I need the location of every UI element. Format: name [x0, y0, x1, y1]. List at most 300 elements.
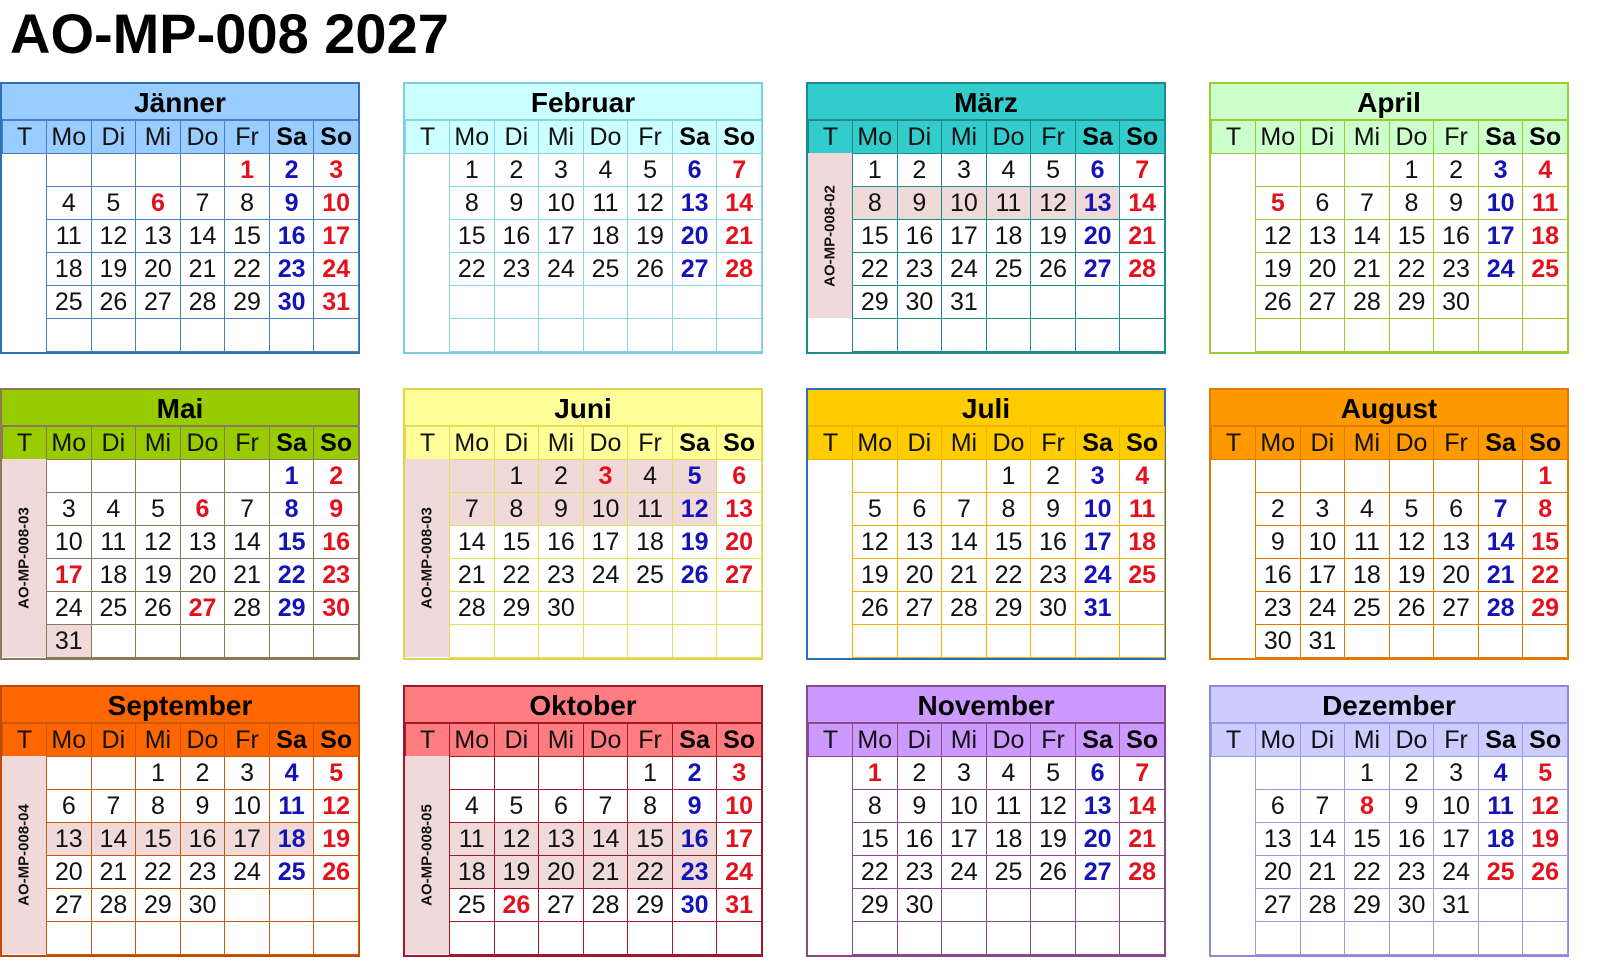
day-cell: 15	[136, 823, 181, 856]
day-cell: 11	[450, 823, 495, 856]
week-cell	[1212, 286, 1256, 319]
day-cell	[180, 319, 225, 352]
day-cell: 19	[853, 559, 898, 592]
day-cell: 18	[628, 526, 673, 559]
day-cell	[717, 625, 762, 658]
day-cell	[450, 319, 495, 352]
week-column-header: T	[406, 121, 450, 154]
day-cell: 26	[1031, 856, 1076, 889]
month-grid	[1211, 120, 1568, 352]
day-cell: 15	[853, 220, 898, 253]
week-cell	[809, 526, 853, 559]
day-cell: 13	[897, 526, 942, 559]
day-cell: 31	[942, 286, 987, 319]
day-cell: 4	[1478, 757, 1523, 790]
week-group-label-text: AO-MP-008-04	[15, 804, 33, 906]
month-block-3	[1209, 82, 1569, 354]
day-cell	[672, 625, 717, 658]
day-cell: 24	[539, 253, 584, 286]
weekday-label: Sa	[1075, 427, 1120, 460]
week-cell	[809, 889, 853, 922]
weekday-label: Mo	[1256, 724, 1301, 757]
month-block-10	[806, 685, 1166, 957]
day-cell: 28	[1478, 592, 1523, 625]
day-cell: 19	[494, 856, 539, 889]
day-cell: 26	[494, 889, 539, 922]
weekday-label: Fr	[1031, 427, 1076, 460]
day-cell: 23	[494, 253, 539, 286]
day-cell	[717, 922, 762, 955]
day-cell: 24	[1434, 856, 1479, 889]
week-cell	[406, 187, 450, 220]
month-name: November	[808, 687, 1164, 723]
weekday-label: Mo	[853, 121, 898, 154]
day-cell: 9	[1434, 187, 1479, 220]
day-cell: 17	[47, 559, 92, 592]
day-cell	[1075, 319, 1120, 352]
day-cell: 11	[1345, 526, 1390, 559]
day-cell: 28	[717, 253, 762, 286]
day-cell: 16	[1389, 823, 1434, 856]
day-cell: 18	[986, 823, 1031, 856]
day-cell: 6	[1075, 154, 1120, 187]
day-cell: 28	[225, 592, 270, 625]
weekday-label: Di	[897, 427, 942, 460]
day-cell: 6	[672, 154, 717, 187]
day-cell: 2	[269, 154, 314, 187]
month-name: Juli	[808, 390, 1164, 426]
weekday-label: Do	[583, 121, 628, 154]
day-cell: 22	[853, 856, 898, 889]
day-cell: 19	[91, 253, 136, 286]
weekday-label: Fr	[225, 724, 270, 757]
day-cell: 29	[628, 889, 673, 922]
day-cell	[1031, 319, 1076, 352]
weekday-label: Mi	[539, 724, 584, 757]
day-cell: 23	[539, 559, 584, 592]
day-cell: 27	[717, 559, 762, 592]
day-cell: 18	[450, 856, 495, 889]
week-cell	[1212, 526, 1256, 559]
day-cell: 28	[1300, 889, 1345, 922]
day-cell: 25	[1345, 592, 1390, 625]
weekday-label: Mo	[450, 427, 495, 460]
day-cell	[942, 922, 987, 955]
day-cell: 13	[47, 823, 92, 856]
day-cell: 29	[853, 889, 898, 922]
weekday-label: Mi	[942, 724, 987, 757]
day-cell: 2	[314, 460, 359, 493]
day-cell: 24	[1300, 592, 1345, 625]
day-cell: 21	[1120, 823, 1165, 856]
day-cell: 4	[450, 790, 495, 823]
day-cell	[1389, 922, 1434, 955]
day-cell: 13	[1075, 187, 1120, 220]
week-cell	[406, 154, 450, 187]
day-cell: 7	[942, 493, 987, 526]
day-cell: 7	[583, 790, 628, 823]
day-cell: 29	[1523, 592, 1568, 625]
day-cell: 8	[136, 790, 181, 823]
day-cell: 11	[986, 790, 1031, 823]
day-cell: 11	[47, 220, 92, 253]
day-cell: 3	[1075, 460, 1120, 493]
day-cell	[314, 889, 359, 922]
day-cell: 26	[853, 592, 898, 625]
week-cell	[1212, 856, 1256, 889]
day-cell	[583, 757, 628, 790]
week-cell	[809, 856, 853, 889]
day-cell	[136, 154, 181, 187]
day-cell	[47, 154, 92, 187]
week-cell	[3, 220, 47, 253]
weekday-label: So	[717, 121, 762, 154]
week-group-label	[405, 459, 449, 657]
weekday-label: Mi	[136, 121, 181, 154]
day-cell: 31	[1434, 889, 1479, 922]
day-cell: 17	[1478, 220, 1523, 253]
day-cell: 20	[1075, 220, 1120, 253]
weekday-label: So	[1523, 121, 1568, 154]
weekday-label: Sa	[269, 121, 314, 154]
day-cell: 30	[897, 889, 942, 922]
day-cell: 9	[672, 790, 717, 823]
day-cell	[494, 319, 539, 352]
day-cell	[1256, 922, 1301, 955]
week-cell	[809, 559, 853, 592]
day-cell	[136, 319, 181, 352]
day-cell: 1	[986, 460, 1031, 493]
day-cell: 16	[269, 220, 314, 253]
day-cell: 5	[494, 790, 539, 823]
day-cell	[494, 286, 539, 319]
day-cell: 3	[1478, 154, 1523, 187]
day-cell	[1434, 319, 1479, 352]
day-cell: 5	[91, 187, 136, 220]
week-column-header: T	[3, 724, 47, 757]
week-cell	[809, 823, 853, 856]
week-cell	[1212, 493, 1256, 526]
day-cell: 1	[225, 154, 270, 187]
day-cell	[269, 922, 314, 955]
day-cell: 9	[269, 187, 314, 220]
day-cell: 7	[1120, 154, 1165, 187]
day-cell: 13	[1075, 790, 1120, 823]
day-cell: 4	[47, 187, 92, 220]
day-cell: 9	[494, 187, 539, 220]
day-cell: 1	[450, 154, 495, 187]
day-cell: 13	[539, 823, 584, 856]
day-cell	[672, 319, 717, 352]
day-cell: 5	[1389, 493, 1434, 526]
day-cell: 15	[986, 526, 1031, 559]
day-cell: 21	[1300, 856, 1345, 889]
day-cell: 13	[1300, 220, 1345, 253]
day-cell	[628, 922, 673, 955]
day-cell: 18	[47, 253, 92, 286]
day-cell	[1120, 922, 1165, 955]
day-cell: 30	[269, 286, 314, 319]
weekday-label: Do	[1389, 427, 1434, 460]
day-cell: 1	[269, 460, 314, 493]
day-cell: 30	[897, 286, 942, 319]
day-cell: 30	[180, 889, 225, 922]
day-cell: 23	[897, 856, 942, 889]
day-cell: 25	[450, 889, 495, 922]
month-block-4	[0, 388, 360, 660]
day-cell	[897, 460, 942, 493]
day-cell: 26	[628, 253, 673, 286]
day-cell: 28	[180, 286, 225, 319]
day-cell: 8	[853, 790, 898, 823]
weekday-label: So	[717, 427, 762, 460]
day-cell	[897, 922, 942, 955]
week-cell	[406, 286, 450, 319]
day-cell: 31	[1300, 625, 1345, 658]
week-cell	[3, 319, 47, 352]
day-cell: 8	[494, 493, 539, 526]
day-cell: 25	[986, 253, 1031, 286]
day-cell: 14	[942, 526, 987, 559]
day-cell: 20	[897, 559, 942, 592]
day-cell	[1345, 625, 1390, 658]
week-column-header: T	[1212, 121, 1256, 154]
day-cell: 10	[225, 790, 270, 823]
day-cell	[1434, 922, 1479, 955]
day-cell	[539, 922, 584, 955]
day-cell: 8	[450, 187, 495, 220]
weekday-label: Fr	[1031, 121, 1076, 154]
day-cell: 13	[1434, 526, 1479, 559]
day-cell: 23	[180, 856, 225, 889]
day-cell: 21	[1478, 559, 1523, 592]
weekday-label: Mo	[450, 724, 495, 757]
month-grid	[405, 426, 762, 658]
week-group-label-text: AO-MP-008-03	[15, 507, 33, 609]
day-cell: 14	[717, 187, 762, 220]
day-cell	[897, 625, 942, 658]
day-cell	[91, 922, 136, 955]
weekday-label: Di	[897, 121, 942, 154]
weekday-label: Di	[1300, 427, 1345, 460]
week-cell	[809, 319, 853, 352]
day-cell	[853, 460, 898, 493]
day-cell: 26	[1031, 253, 1076, 286]
day-cell: 22	[450, 253, 495, 286]
day-cell: 5	[314, 757, 359, 790]
day-cell: 10	[942, 790, 987, 823]
weekday-label: So	[314, 121, 359, 154]
weekday-label: Fr	[1434, 121, 1479, 154]
day-cell: 3	[1300, 493, 1345, 526]
day-cell	[583, 592, 628, 625]
day-cell: 29	[853, 286, 898, 319]
day-cell	[450, 286, 495, 319]
day-cell	[853, 625, 898, 658]
month-name: Dezember	[1211, 687, 1567, 723]
week-cell	[3, 286, 47, 319]
day-cell: 18	[269, 823, 314, 856]
weekday-label: Sa	[1478, 121, 1523, 154]
day-cell: 9	[1389, 790, 1434, 823]
day-cell: 16	[897, 823, 942, 856]
day-cell: 27	[1075, 253, 1120, 286]
week-cell	[1212, 460, 1256, 493]
day-cell: 12	[91, 220, 136, 253]
day-cell	[1345, 154, 1390, 187]
day-cell: 9	[314, 493, 359, 526]
day-cell	[853, 319, 898, 352]
day-cell	[583, 319, 628, 352]
day-cell: 19	[628, 220, 673, 253]
weekday-label: Fr	[1031, 724, 1076, 757]
day-cell: 19	[1389, 559, 1434, 592]
day-cell: 10	[314, 187, 359, 220]
day-cell	[628, 319, 673, 352]
day-cell: 31	[1075, 592, 1120, 625]
month-grid	[808, 120, 1165, 352]
day-cell: 6	[717, 460, 762, 493]
day-cell: 24	[225, 856, 270, 889]
weekday-label: Fr	[628, 121, 673, 154]
day-cell: 17	[1300, 559, 1345, 592]
weekday-label: Do	[180, 724, 225, 757]
day-cell	[91, 319, 136, 352]
day-cell: 16	[314, 526, 359, 559]
week-cell	[809, 460, 853, 493]
day-cell	[1478, 460, 1523, 493]
weekday-label: Sa	[269, 724, 314, 757]
day-cell: 9	[1256, 526, 1301, 559]
day-cell: 24	[1075, 559, 1120, 592]
day-cell: 25	[986, 856, 1031, 889]
day-cell: 17	[583, 526, 628, 559]
day-cell: 10	[47, 526, 92, 559]
day-cell	[225, 889, 270, 922]
day-cell	[672, 286, 717, 319]
day-cell: 19	[1031, 823, 1076, 856]
day-cell: 12	[1031, 187, 1076, 220]
weekday-label: Mi	[539, 121, 584, 154]
week-group-label	[808, 153, 852, 318]
day-cell: 26	[672, 559, 717, 592]
weekday-label: Do	[180, 427, 225, 460]
week-column-header: T	[406, 427, 450, 460]
weekday-label: Do	[583, 427, 628, 460]
day-cell	[47, 319, 92, 352]
day-cell: 19	[136, 559, 181, 592]
week-cell	[1212, 889, 1256, 922]
day-cell	[91, 625, 136, 658]
day-cell: 27	[180, 592, 225, 625]
day-cell	[450, 757, 495, 790]
day-cell: 1	[136, 757, 181, 790]
day-cell	[1256, 757, 1301, 790]
week-cell	[1212, 154, 1256, 187]
day-cell	[1120, 592, 1165, 625]
day-cell: 7	[91, 790, 136, 823]
day-cell: 7	[225, 493, 270, 526]
day-cell	[1523, 922, 1568, 955]
day-cell: 23	[269, 253, 314, 286]
day-cell: 4	[1120, 460, 1165, 493]
day-cell	[1523, 319, 1568, 352]
day-cell: 6	[1256, 790, 1301, 823]
day-cell: 18	[583, 220, 628, 253]
day-cell	[47, 757, 92, 790]
day-cell: 24	[314, 253, 359, 286]
day-cell: 12	[136, 526, 181, 559]
day-cell: 9	[897, 187, 942, 220]
day-cell	[91, 757, 136, 790]
day-cell: 25	[1120, 559, 1165, 592]
day-cell: 28	[1120, 856, 1165, 889]
day-cell: 29	[986, 592, 1031, 625]
month-grid	[808, 723, 1165, 955]
day-cell	[1120, 889, 1165, 922]
day-cell	[942, 460, 987, 493]
day-cell	[942, 889, 987, 922]
day-cell: 1	[1523, 460, 1568, 493]
day-cell: 21	[1345, 253, 1390, 286]
day-cell: 23	[314, 559, 359, 592]
week-group-label	[2, 756, 46, 954]
weekday-label: Do	[1389, 121, 1434, 154]
week-cell	[1212, 319, 1256, 352]
day-cell: 14	[450, 526, 495, 559]
day-cell: 24	[717, 856, 762, 889]
day-cell: 19	[672, 526, 717, 559]
day-cell	[314, 319, 359, 352]
week-cell	[809, 493, 853, 526]
day-cell: 3	[583, 460, 628, 493]
day-cell: 5	[136, 493, 181, 526]
day-cell: 14	[1345, 220, 1390, 253]
day-cell: 6	[47, 790, 92, 823]
day-cell	[269, 889, 314, 922]
day-cell	[1345, 460, 1390, 493]
day-cell: 14	[1120, 187, 1165, 220]
day-cell: 1	[628, 757, 673, 790]
weekday-label: Di	[91, 427, 136, 460]
week-group-label-text: AO-MP-008-02	[821, 184, 839, 287]
day-cell: 12	[853, 526, 898, 559]
month-block-5	[403, 388, 763, 660]
day-cell: 17	[942, 823, 987, 856]
day-cell: 12	[1031, 790, 1076, 823]
day-cell: 6	[1075, 757, 1120, 790]
day-cell	[717, 319, 762, 352]
day-cell: 18	[986, 220, 1031, 253]
day-cell	[1523, 286, 1568, 319]
weekday-label: Di	[494, 724, 539, 757]
day-cell: 13	[180, 526, 225, 559]
day-cell: 22	[1523, 559, 1568, 592]
day-cell: 15	[1389, 220, 1434, 253]
day-cell: 29	[1345, 889, 1390, 922]
day-cell: 4	[91, 493, 136, 526]
day-cell	[583, 922, 628, 955]
weekday-label: Fr	[628, 724, 673, 757]
day-cell: 8	[986, 493, 1031, 526]
day-cell	[1256, 460, 1301, 493]
day-cell: 1	[853, 154, 898, 187]
day-cell	[1300, 460, 1345, 493]
day-cell: 24	[1478, 253, 1523, 286]
day-cell: 1	[494, 460, 539, 493]
day-cell: 7	[1300, 790, 1345, 823]
weekday-label: Fr	[225, 427, 270, 460]
